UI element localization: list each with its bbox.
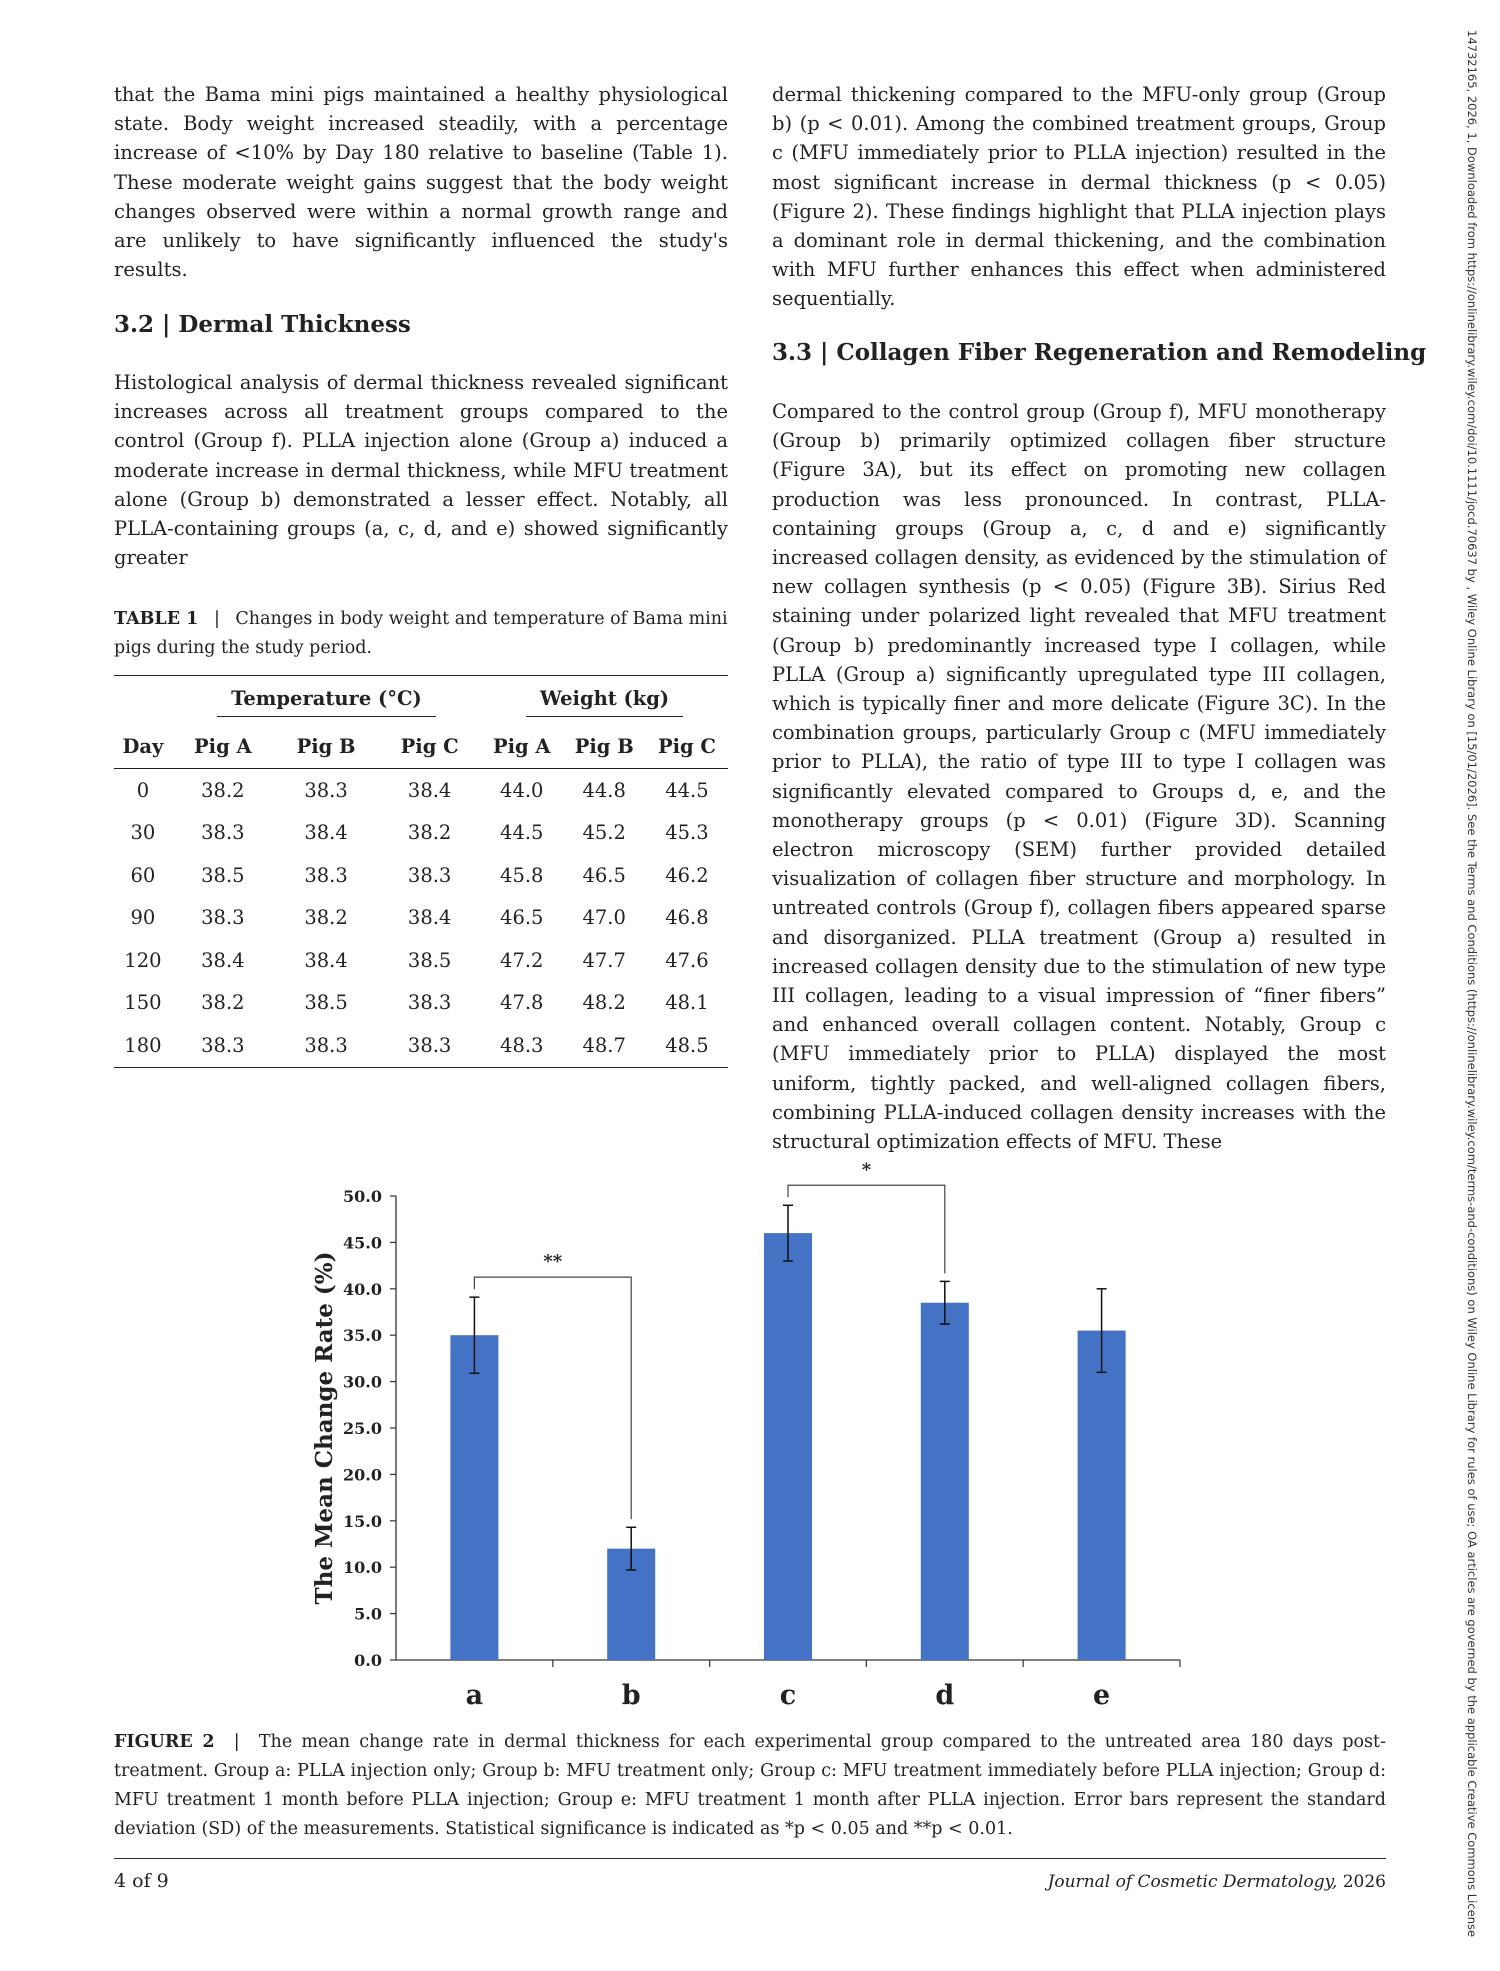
column-header: Day	[114, 724, 172, 769]
y-tick-label: 25.0	[343, 1419, 382, 1438]
table-cell: 38.4	[304, 948, 348, 972]
table-cell: 46.5	[500, 906, 544, 930]
table-label: TABLE 1	[114, 609, 199, 629]
section-heading-3-2: 3.2 | Dermal Thickness	[114, 311, 411, 338]
y-tick-label: 50.0	[343, 1187, 382, 1206]
table-cell: 46.5	[582, 863, 626, 887]
figure-label: FIGURE 2	[114, 1732, 215, 1752]
y-tick-label: 40.0	[343, 1279, 382, 1299]
table-row	[114, 939, 728, 982]
table-row	[114, 854, 728, 897]
y-tick-label: 15.0	[343, 1511, 382, 1531]
column-header: Pig A	[481, 724, 562, 769]
significance-label: *	[861, 1159, 872, 1181]
table-cell: 38.5	[304, 991, 348, 1015]
table-cell: 38.3	[201, 1033, 245, 1057]
download-notice: 14732165, 2026, 1, Downloaded from https://onlinelibrary.wiley.com/doi/10.1111/jocd.70637 by , Wiley Online Library on [15/01/2026]. See the Terms and Conditions (https://onlinelibrary.wiley.com/terms-and-conditions) on Wiley Online Library for rules of use; OA articles are governed by the applicable Creative Commons License	[1465, 30, 1479, 1938]
table-cell: 38.4	[407, 778, 452, 802]
paragraph-dermal-thickening	[772, 80, 1386, 314]
table-cell: 44.5	[665, 778, 709, 802]
category-label-a: a	[465, 1680, 484, 1711]
table-row	[114, 769, 728, 812]
table-cell: 48.3	[500, 1033, 544, 1057]
table-cell: 38.2	[407, 821, 452, 845]
table-cell: 47.6	[665, 948, 709, 972]
column-header: Pig A	[172, 724, 274, 769]
column-header: Pig B	[563, 724, 646, 769]
table-caption-text: Changes in body weight and temperature of Bama mini pigs during the study period.	[114, 609, 728, 658]
table-cell: 38.4	[407, 906, 452, 930]
table-cell: 47.8	[500, 991, 544, 1015]
journal-citation: Journal of Cosmetic Dermatology, 2026	[1047, 1872, 1386, 1892]
y-axis-label: The Mean Change Rate (%)	[311, 1251, 338, 1605]
table-cell: 120	[124, 948, 162, 972]
paragraph-text: Histological analysis of dermal thickness revealed significant increases across all treatment groups compared to the control (Group f). PLLA injection alone (Group a) induced a moderate increase in dermal thickness, while MFU treatment alone (Group b) demonstrated a lesser effect. Notably, all PLLA-containing groups (a, c, d, and e) showed significantly greater	[114, 371, 728, 570]
table-cell: 38.3	[304, 778, 348, 802]
table-row	[114, 812, 728, 855]
y-tick-label: 20.0	[343, 1465, 382, 1485]
y-tick-label: 45.0	[343, 1233, 382, 1253]
table-row	[114, 897, 728, 940]
table-cell: 38.2	[304, 906, 348, 930]
table-cell: 44.8	[582, 778, 626, 802]
y-tick-label: 5.0	[354, 1604, 382, 1624]
table-cell: 45.2	[582, 821, 626, 845]
bar-d	[921, 1303, 969, 1660]
paragraph-text: that the Bama mini pigs maintained a healthy physiological state. Body weight increased steadily, with a percentage increase of <10% by Day 180 relative to baseline (Table 1). These moderate weight gains suggest that the body weight changes observed were within a normal growth range and are unlikely to have significantly influenced the study's results.	[114, 83, 728, 282]
category-label-c: c	[779, 1680, 797, 1711]
table-cell: 150	[124, 991, 162, 1015]
category-label-e: e	[1093, 1680, 1111, 1711]
table-cell: 46.2	[665, 863, 709, 887]
table-cell: 38.5	[201, 863, 245, 887]
bar-c	[764, 1233, 812, 1660]
footer-rule	[114, 1858, 1386, 1859]
significance-label: **	[543, 1251, 563, 1273]
figure-caption: FIGURE 2 | The mean change rate in dermal thickness for each experimental group compared to the untreated area 180 days post-treatment. Group a: PLLA injection only; Group b: MFU treatment only; Group c: MFU treatment immediately before PLLA injection; Group d: MFU treatment 1 month before PLLA injection; Group e: MFU treatment 1 month after PLLA injection. Error bars represent the standard deviation (SD) of the measurements. Statistical significance is indicated as *p < 0.05 and **p < 0.01.	[114, 1732, 1386, 1839]
bar-e	[1078, 1331, 1126, 1660]
paragraph-text: dermal thickening compared to the MFU-only group (Group b) (p < 0.01). Among the combined treatment groups, Group c (MFU immediately prior to PLLA injection) resulted in the most significant increase in dermal thickness (p < 0.05) (Figure 2). These findings highlight that PLLA injection plays a dominant role in dermal thickening, and the combination with MFU further enhances this effect when administered sequentially.	[772, 83, 1386, 311]
category-label-d: d	[935, 1680, 955, 1711]
figure-2-bar-chart	[300, 1120, 1200, 1720]
table-cell: 48.7	[582, 1033, 626, 1057]
table-caption: TABLE 1 | Changes in body weight and temperature of Bama mini pigs during the study period.	[114, 609, 728, 658]
table-row	[114, 982, 728, 1025]
table-cell: 46.8	[665, 906, 709, 930]
category-label-b: b	[621, 1680, 641, 1711]
column-header: Pig B	[274, 724, 378, 769]
y-tick-label: 0.0	[354, 1651, 382, 1670]
table-cell: 0	[136, 778, 150, 802]
figure-caption-text: The mean change rate in dermal thickness for each experimental group compared to the untreated area 180 days post-treatment. Group a: PLLA injection only; Group b: MFU treatment only; Group c: MFU treatment immediately before PLLA injection; Group d: MFU treatment 1 month before PLLA injection; Group e: MFU treatment 1 month after PLLA injection. Error bars represent the standard deviation (SD) of the measurements. Statistical significance is indicated as *p < 0.05 and **p < 0.01.	[114, 1732, 1386, 1839]
table-cell: 45.8	[500, 863, 544, 887]
table-cell: 38.2	[201, 778, 245, 802]
table-cell: 38.4	[304, 821, 348, 845]
column-header: Pig C	[646, 724, 728, 769]
table-cell: 30	[130, 821, 156, 845]
y-tick-label: 35.0	[343, 1326, 382, 1346]
table-cell: 60	[130, 863, 156, 887]
table-cell: 38.5	[407, 948, 452, 972]
bar-a	[450, 1335, 498, 1660]
table-cell: 48.5	[665, 1033, 709, 1057]
section-heading-3-3: 3.3 | Collagen Fiber Regeneration and Remodeling	[772, 339, 1427, 366]
paragraph-dermal-thickness	[114, 368, 728, 572]
paragraph-text: Compared to the control group (Group f), MFU monotherapy (Group b) primarily optimized collagen fiber structure (Figure 3A), but its effect on promoting new collagen production was less pronounced. In contrast, PLLA-containing groups (Group a, c, d and e) significantly increased collagen density, as evidenced by the stimulation of new collagen synthesis (p < 0.05) (Figure 3B). Sirius Red staining under polarized light revealed that MFU treatment (Group b) predominantly increased type I collagen, while PLLA (Group a) significantly upregulated type III collagen, which is typically finer and more delicate (Figure 3C). In the combination groups, particularly Group c (MFU immediately prior to PLLA), the ratio of type III to type I collagen was significantly elevated compared to Groups d, e, and the monotherapy groups (p < 0.01) (Figure 3D). Scanning electron microscopy (SEM) further provided detailed visualization of collagen fiber structure and morphology. In untreated controls (Group f), collagen fibers appeared sparse and disorganized. PLLA treatment (Group a) resulted in increased collagen density due to the stimulation of new type III collagen, leading to a visual impression of “finer fibers” and enhanced overall collagen content. Notably, Group c (MFU immediately prior to PLLA) displayed the most uniform, tightly packed, and well-aligned collagen fibers, combining PLLA-induced collagen density increases with the structural optimization effects of MFU. These	[772, 400, 1386, 1154]
paragraph-collagen	[772, 397, 1386, 1156]
table-cell: 180	[124, 1033, 162, 1057]
table-cell: 47.0	[582, 906, 626, 930]
table-cell: 47.7	[582, 948, 626, 972]
table-cell: 45.3	[665, 821, 709, 845]
table-cell: 44.0	[500, 778, 544, 802]
table-cell: 48.2	[582, 991, 626, 1015]
table-cell: 48.1	[665, 991, 709, 1015]
table-cell: 38.4	[201, 948, 245, 972]
table-row	[114, 1024, 728, 1067]
table-cell: 90	[130, 906, 156, 930]
table-cell: 38.3	[407, 991, 452, 1015]
table-cell: 38.3	[407, 863, 452, 887]
body-weight-temperature-table	[114, 675, 728, 1068]
group-header-weight: Weight (kg)	[481, 676, 728, 725]
table-cell: 38.3	[407, 1033, 452, 1057]
y-tick-label: 30.0	[343, 1372, 382, 1392]
table-cell: 38.3	[201, 906, 245, 930]
table-cell: 44.5	[500, 821, 544, 845]
y-tick-label: 10.0	[343, 1558, 382, 1578]
table-cell: 38.2	[201, 991, 245, 1015]
table-cell: 38.3	[304, 863, 348, 887]
paragraph-physiology	[114, 80, 728, 284]
column-header: Pig C	[378, 724, 481, 769]
group-header-temperature: Temperature (°C)	[172, 676, 481, 725]
table-cell: 38.3	[201, 821, 245, 845]
table-cell: 38.3	[304, 1033, 348, 1057]
page-number: 4 of 9	[114, 1870, 169, 1892]
table-cell: 47.2	[500, 948, 544, 972]
